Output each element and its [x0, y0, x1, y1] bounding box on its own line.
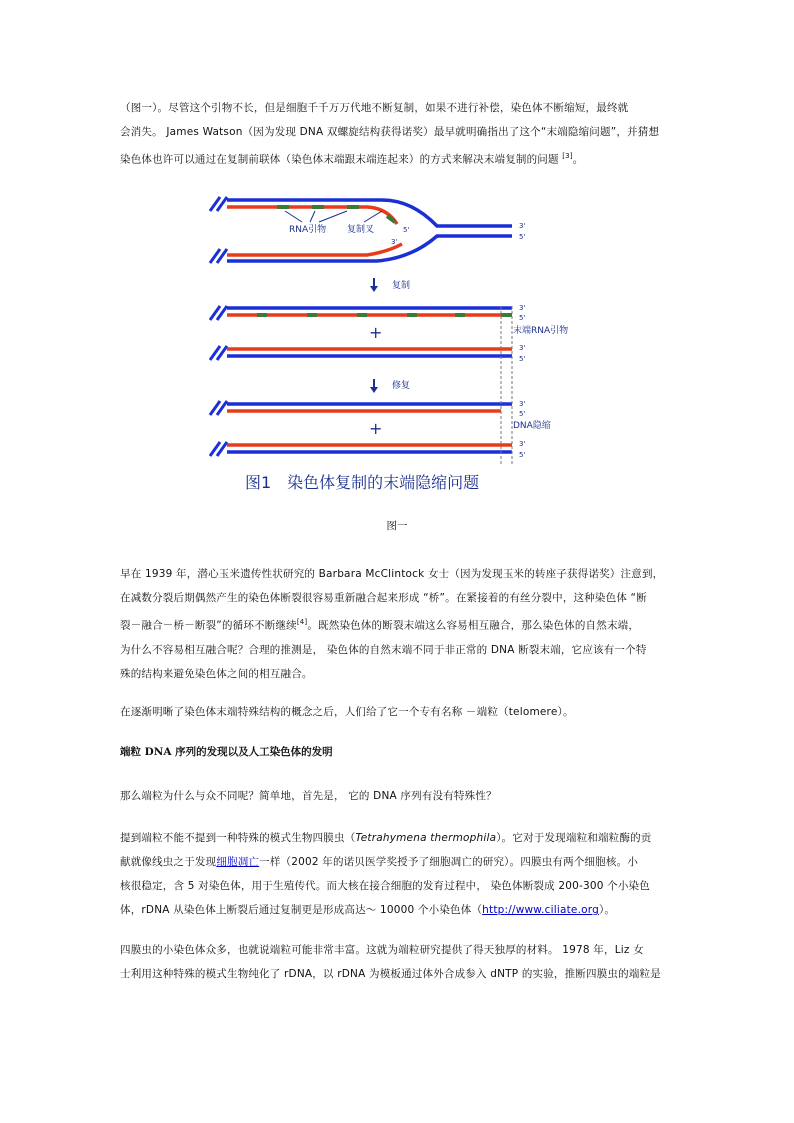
p5-line-2	[120, 850, 680, 874]
p5-line-1	[120, 826, 680, 850]
primer-arrows	[285, 211, 382, 222]
replicate-label: 复制	[392, 281, 411, 291]
ciliate-url-link[interactable]: http://www.ciliate.org	[482, 904, 599, 916]
intro-line-3-end: 。	[572, 153, 584, 166]
citation-3[interactable]: [3]	[562, 152, 573, 160]
p2-line-3b: 。既然染色体的断裂末端这么容易相互融合，那么染色体的自然末端，	[307, 619, 640, 632]
plus-sign-1: +	[369, 323, 383, 342]
intro-line-2: 会消失。 James Watson（因为发现 DNA 双螺旋结构获得诺奖）最早就明确指出了这个“末端隐缩问题”，并猜想	[120, 126, 660, 138]
figure-title: 图1 染色体复制的末端隐缩问题	[245, 473, 480, 492]
p5-line-4	[120, 898, 680, 922]
end-primer-label: 末端RNA引物	[513, 326, 569, 336]
figure-caption: 图一	[386, 520, 408, 532]
section-heading: 端粒 DNA 序列的发现以及人工染色体的发明	[120, 746, 333, 758]
p5-line-4b: ）。	[598, 904, 616, 916]
plus-sign-2: +	[369, 419, 383, 438]
paragraph-telomere-name	[120, 700, 680, 724]
p2-line-2: 在减数分裂后期偶然产生的染色体断裂很容易重新融合起来形成 “桥”。在紧接着的有丝分裂中，这种染色体 “断	[120, 592, 647, 604]
arrow-replicate	[370, 278, 378, 292]
p2-line-1: 早在 1939 年，潜心玉米遗传性状研究的 Barbara McClintock 女士（因为发现玉米的转座子获得诺奖）注意到，	[120, 568, 664, 580]
rna-primer-label: RNA引物	[289, 225, 327, 235]
fork-3-label: 3'	[391, 238, 398, 246]
p5-line-1b: ）。它对于发现端粒和端粒酶的贡	[496, 832, 652, 844]
s3b-3-label: 3'	[519, 440, 526, 448]
dashed-guides	[501, 306, 512, 466]
s2b-3-label: 3'	[519, 344, 526, 352]
p2-line-4: 为什么不容易相互融合呢？合理的推测是， 染色体的自然末端不同于非正常的 DNA 断裂末端，它应该有一个特	[120, 643, 647, 656]
intro-line-1: （图一）。尽管这个引物不长，但是细胞千千万万代地不断复制，如果不进行补偿，染色体不断缩短，最终就	[120, 102, 629, 114]
species-name: Tetrahymena thermophila	[355, 832, 497, 844]
s3-5-label: 5'	[519, 410, 526, 418]
s1-5-label: 5'	[519, 233, 526, 241]
fork-5-label: 5'	[403, 226, 410, 234]
s3-3-label: 3'	[519, 400, 526, 408]
paragraph-liz	[120, 938, 680, 986]
s3b-5-label: 5'	[519, 451, 526, 459]
intro-line-3	[120, 144, 680, 172]
dna-shrink-label: DNA隐缩	[513, 421, 551, 431]
p5-line-4a: 体，rDNA 从染色体上断裂后通过复制更是形成高达～ 10000 个小染色体（	[120, 904, 483, 916]
p2-line-3	[120, 610, 680, 638]
paragraph-tetrahymena	[120, 826, 680, 922]
s1-3-label: 3'	[519, 222, 526, 230]
s2-5-label: 5'	[519, 314, 526, 322]
p6-line-1: 四膜虫的小染色体众多，也就说端粒可能非常丰富。这就为端粒研究提供了得天独厚的材料。 1978 年，Liz 女	[120, 944, 644, 956]
p6-line-2: 士利用这种特殊的模式生物纯化了 rDNA，以 rDNA 为模板通过体外合成参入 dNTP 的实验，推断四膜虫的端粒是	[120, 968, 661, 980]
p5-line-1a: 提到端粒不能不提到一种特殊的模式生物四膜虫（	[120, 832, 356, 844]
paragraph-mcclintock	[120, 562, 680, 686]
p3-line-1: 在逐渐明晰了染色体末端特殊结构的概念之后，人们给了它一个专有名称 －端粒（telomere）。	[120, 706, 574, 718]
break-marks	[210, 197, 227, 456]
s2-3-label: 3'	[519, 304, 526, 312]
intro-paragraph	[120, 96, 680, 172]
p4-line-1: 那么端粒为什么与众不同呢？简单地，首先是， 它的 DNA 序列有没有特殊性？	[120, 790, 497, 802]
s2b-5-label: 5'	[519, 355, 526, 363]
p5-line-3: 核很稳定，含 5 对染色体，用于生殖传代。而大核在接合细胞的发育过程中， 染色体断裂成 200-300 个小染色	[120, 880, 650, 892]
apoptosis-link[interactable]: 细胞凋亡	[216, 856, 260, 868]
p5-line-2a: 献就像线虫之于发现	[120, 856, 217, 868]
intro-line-3-text: 染色体也许可以通过在复制前联体（染色体末端跟末端连起来）的方式来解决末端复制的问题	[120, 153, 559, 166]
citation-4[interactable]: [4]	[296, 618, 308, 626]
repair-label: 修复	[392, 381, 411, 391]
p5-line-2b: 一样（2002 年的诺贝医学奖授予了细胞凋亡的研究）。四膜虫有两个细胞核。小	[259, 856, 639, 868]
p2-line-5: 殊的结构来避免染色体之间的相互融合。	[120, 667, 313, 680]
arrow-repair	[370, 379, 378, 393]
paragraph-question	[120, 784, 680, 808]
fork-label: 复制叉	[347, 225, 375, 235]
p2-line-3a: 裂－融合－桥－断裂”的循环不断继续	[120, 619, 297, 632]
telomere-replication-figure	[207, 186, 587, 496]
